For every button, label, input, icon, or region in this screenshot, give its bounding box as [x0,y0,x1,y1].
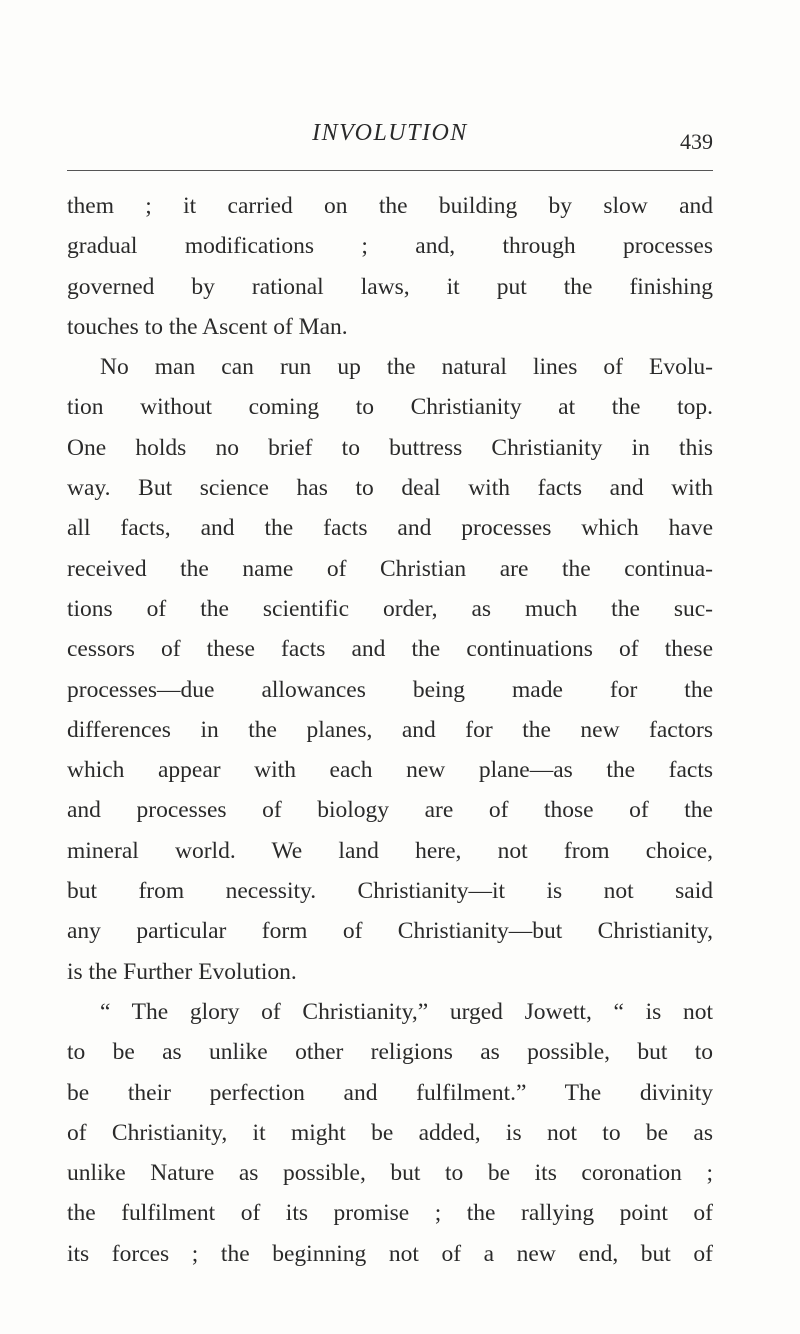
text-line: which appear with each new plane—as the facts [67,757,713,784]
text-line: to be as unlike other religions as possible, but to [67,1039,713,1066]
text-line: them ; it carried on the building by slow and [67,193,713,219]
text-line: unlike Nature as possible, but to be its coronation ; [67,1160,713,1187]
text-line: but from necessity. Christianity—it is not said [67,878,713,905]
text-line: is the Further Evolution. [67,958,297,985]
text-line: way. But science has to deal with facts and with [67,475,713,502]
text-line: mineral world. We land here, not from choice, [67,837,713,864]
text-line: processes—due allowances being made for the [67,676,713,703]
running-head [67,118,713,158]
header-rule [67,170,713,171]
text-line: gradual modifications ; and, through processes [67,233,713,260]
text-line: governed by rational laws, it put the finishing [67,273,713,300]
body-text [67,186,713,1274]
text-line: One holds no brief to buttress Christianity in this [67,434,713,461]
text-line: touches to the Ascent of Man. [67,313,348,340]
text-line: cessors of these facts and the continuations of these [67,636,713,663]
text-line: tion without coming to Christianity at the top. [67,394,713,421]
text-line: of Christianity, it might be added, is not to be as [67,1119,713,1146]
running-title: INVOLUTION [312,120,468,146]
text-line: tions of the scientific order, as much the suc- [67,595,713,622]
text-line: its forces ; the beginning not of a new end, but of [67,1240,713,1267]
text-line: differences in the planes, and for the new factors [67,716,713,743]
text-line: received the name of Christian are the continua- [67,555,713,582]
text-line: be their perfection and fulfilment.” The divinity [67,1079,713,1106]
text-line: the fulfilment of its promise ; the rallying point of [67,1200,713,1227]
text-line: “ The glory of Christianity,” urged Jowett, “ is not [100,998,713,1025]
text-line: any particular form of Christianity—but Christianity, [67,918,713,945]
text-line: and processes of biology are of those of the [67,797,713,824]
text-line: No man can run up the natural lines of Evolu- [100,354,713,381]
page-number: 439 [680,129,713,154]
text-line: all facts, and the facts and processes which have [67,515,713,542]
